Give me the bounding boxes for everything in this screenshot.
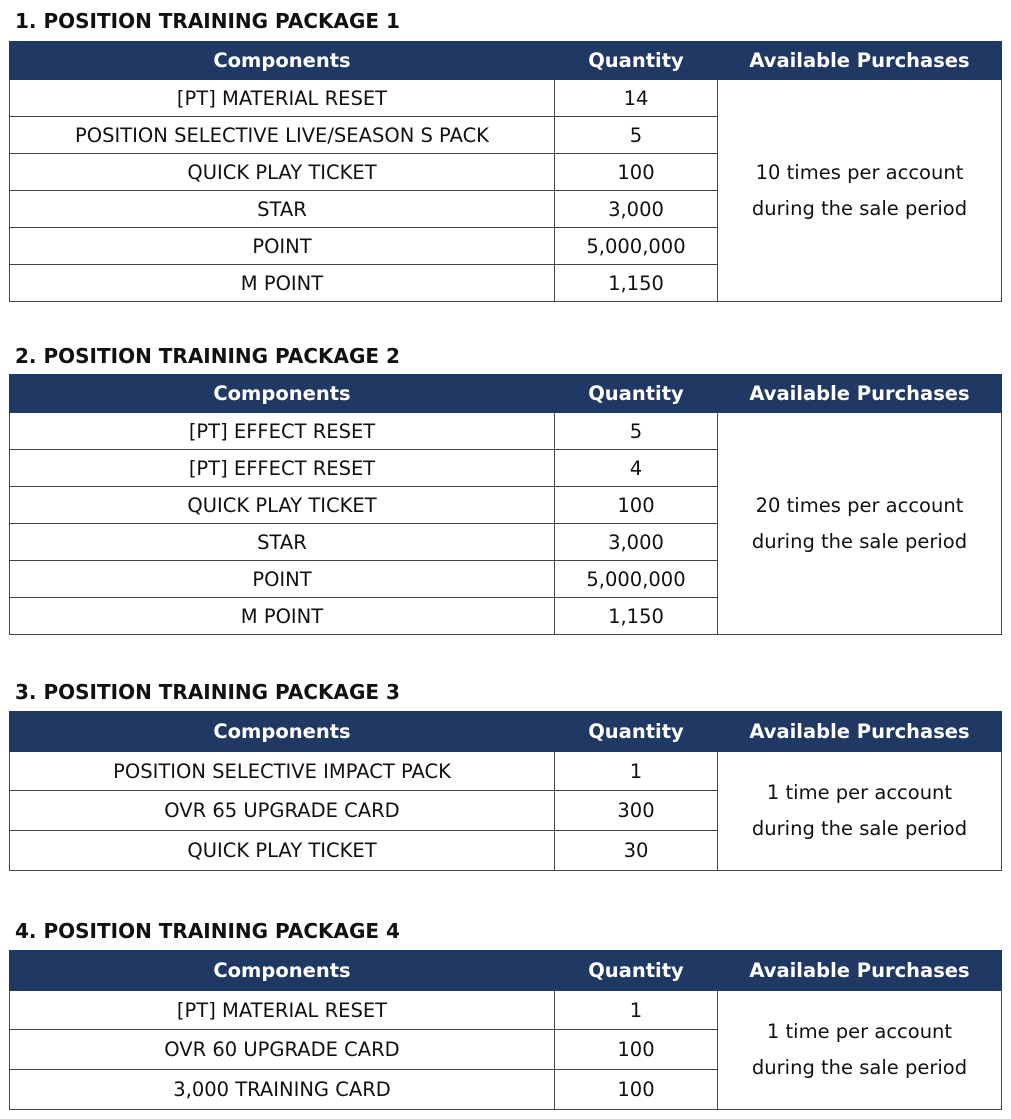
package-table <box>9 41 1002 302</box>
component-cell: POINT <box>10 561 555 598</box>
available-line-1: 1 time per account <box>766 781 953 804</box>
quantity-cell: 1,150 <box>555 598 718 635</box>
package-table <box>9 711 1002 871</box>
available-cell <box>718 80 1002 302</box>
component-cell: [PT] MATERIAL RESET <box>10 80 555 117</box>
available-header: Available Purchases <box>718 375 1002 413</box>
available-cell <box>718 991 1002 1110</box>
component-cell: QUICK PLAY TICKET <box>10 831 555 871</box>
component-cell: POSITION SELECTIVE IMPACT PACK <box>10 752 555 791</box>
available-line-2: during the sale period <box>751 817 968 840</box>
components-header: Components <box>10 712 555 752</box>
quantity-cell: 1 <box>555 752 718 791</box>
package-title: 3. POSITION TRAINING PACKAGE 3 <box>15 680 400 704</box>
component-cell: [PT] EFFECT RESET <box>10 450 555 487</box>
component-cell: POINT <box>10 228 555 265</box>
quantity-cell: 100 <box>555 1070 718 1110</box>
component-cell: M POINT <box>10 598 555 635</box>
package-title: 1. POSITION TRAINING PACKAGE 1 <box>15 9 400 33</box>
component-cell: POSITION SELECTIVE LIVE/SEASON S PACK <box>10 117 555 154</box>
available-line-2: during the sale period <box>751 196 968 220</box>
components-header: Components <box>10 375 555 413</box>
component-cell: OVR 60 UPGRADE CARD <box>10 1030 555 1070</box>
component-cell: [PT] MATERIAL RESET <box>10 991 555 1030</box>
available-line-1: 20 times per account <box>755 493 964 517</box>
components-header: Components <box>10 42 555 80</box>
available-line-2: during the sale period <box>751 1056 968 1079</box>
component-cell: STAR <box>10 524 555 561</box>
component-cell: M POINT <box>10 265 555 302</box>
quantity-header: Quantity <box>555 42 718 80</box>
table-row <box>10 413 1002 450</box>
components-header: Components <box>10 951 555 991</box>
quantity-cell: 1,150 <box>555 265 718 302</box>
available-header: Available Purchases <box>718 951 1002 991</box>
package-table <box>9 950 1002 1110</box>
available-line-1: 10 times per account <box>755 160 964 184</box>
table-row <box>10 991 1002 1030</box>
component-cell: QUICK PLAY TICKET <box>10 154 555 191</box>
table-row <box>10 80 1002 117</box>
available-header: Available Purchases <box>718 712 1002 752</box>
component-cell: OVR 65 UPGRADE CARD <box>10 791 555 831</box>
package-title: 2. POSITION TRAINING PACKAGE 2 <box>15 344 400 368</box>
available-line-1: 1 time per account <box>766 1020 953 1043</box>
package-table <box>9 374 1002 635</box>
quantity-cell: 300 <box>555 791 718 831</box>
quantity-cell: 3,000 <box>555 524 718 561</box>
component-cell: [PT] EFFECT RESET <box>10 413 555 450</box>
quantity-cell: 30 <box>555 831 718 871</box>
quantity-cell: 5,000,000 <box>555 228 718 265</box>
component-cell: 3,000 TRAINING CARD <box>10 1070 555 1110</box>
package-title: 4. POSITION TRAINING PACKAGE 4 <box>15 919 400 943</box>
quantity-header: Quantity <box>555 712 718 752</box>
available-header: Available Purchases <box>718 42 1002 80</box>
table-row <box>10 752 1002 791</box>
available-cell <box>718 752 1002 871</box>
available-cell <box>718 413 1002 635</box>
quantity-cell: 5 <box>555 117 718 154</box>
quantity-cell: 1 <box>555 991 718 1030</box>
component-cell: STAR <box>10 191 555 228</box>
quantity-cell: 4 <box>555 450 718 487</box>
quantity-cell: 100 <box>555 487 718 524</box>
component-cell: QUICK PLAY TICKET <box>10 487 555 524</box>
quantity-cell: 100 <box>555 1030 718 1070</box>
quantity-cell: 14 <box>555 80 718 117</box>
quantity-cell: 3,000 <box>555 191 718 228</box>
quantity-header: Quantity <box>555 375 718 413</box>
quantity-cell: 100 <box>555 154 718 191</box>
quantity-cell: 5 <box>555 413 718 450</box>
quantity-cell: 5,000,000 <box>555 561 718 598</box>
quantity-header: Quantity <box>555 951 718 991</box>
available-line-2: during the sale period <box>751 529 968 553</box>
